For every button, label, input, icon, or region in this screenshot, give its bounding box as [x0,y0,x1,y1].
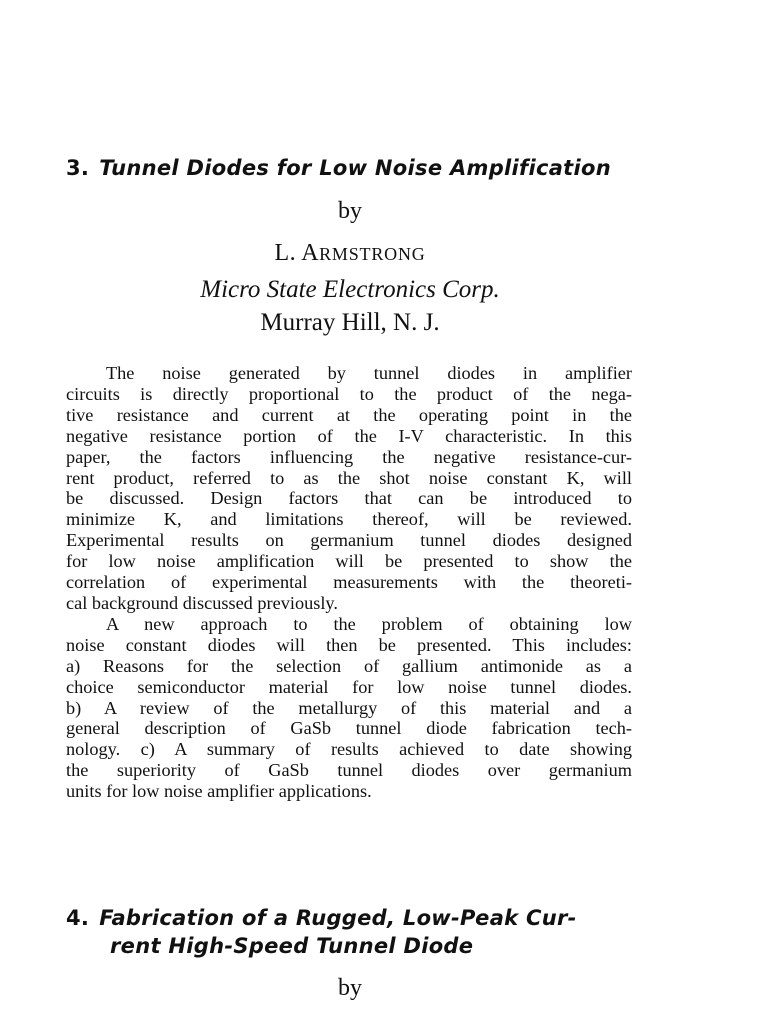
abstract-paragraph [66,614,632,802]
abstract-line: general description of GaSb tunnel diode fabrication tech- [66,718,632,739]
section-4-title-line-2: rent High-Speed Tunnel Diode [110,934,474,958]
section-3-by: by [338,198,362,224]
section-3-number: 3. [66,156,90,180]
section-3-affiliation: Micro State Electronics Corp. [200,276,500,303]
abstract-line: circuits is directly proportional to the product of the nega- [66,383,632,404]
abstract-line: nology. c) A summary of results achieved to date showing [66,739,632,760]
abstract-line: Experimental results on germanium tunnel diodes designed [66,530,632,551]
section-3-title [66,156,611,180]
author-initial: L. A [274,240,320,266]
section-3-author [0,240,700,267]
author-surname: RMSTRONG [319,244,426,264]
abstract-line: correlation of experimental measurements with the theoreti- [66,572,632,593]
section-4-title [66,906,577,930]
abstract-line: units for low noise amplifier applications. [66,781,372,802]
section-3-title-text: Tunnel Diodes for Low Noise Amplification [99,156,612,180]
abstract-line: cal background discussed previously. [66,592,338,613]
section-4-title-line-2-wrap [110,934,473,958]
abstract-line: The noise generated by tunnel diodes in amplifier [106,363,632,383]
abstract-line: minimize K, and limitations thereof, will be reviewed. [66,509,632,530]
abstract-line: for low noise amplification will be presented to show the [66,551,632,572]
abstract-line: noise constant diodes will then be presented. This includes: [66,634,632,655]
abstract-line: negative resistance portion of the I-V characteristic. In this [66,425,632,446]
abstract-line: paper, the factors influencing the negative resistance-cur- [66,446,632,467]
section-3-location: Murray Hill, N. J. [260,309,440,336]
abstract-line: be discussed. Design factors that can be introduced to [66,488,632,509]
abstract-line: A new approach to the problem of obtaining low [106,613,632,634]
abstract-paragraph [66,363,632,614]
abstract-line: a) Reasons for the selection of gallium antimonide as a [66,655,632,676]
abstract-line: tive resistance and current at the operating point in the [66,404,632,425]
section-4-by: by [338,975,362,1001]
abstract-line: the superiority of GaSb tunnel diodes over germanium [66,760,632,781]
abstract-line: choice semiconductor material for low noise tunnel diodes. [66,676,632,697]
abstract-line: b) A review of the metallurgy of this material and a [66,697,632,718]
section-3-abstract [66,363,632,802]
section-4-title-line-1: Fabrication of a Rugged, Low-Peak Cur- [99,906,577,930]
abstract-line: rent product, referred to as the shot noise constant K, will [66,467,632,488]
section-4-number: 4. [66,906,90,930]
